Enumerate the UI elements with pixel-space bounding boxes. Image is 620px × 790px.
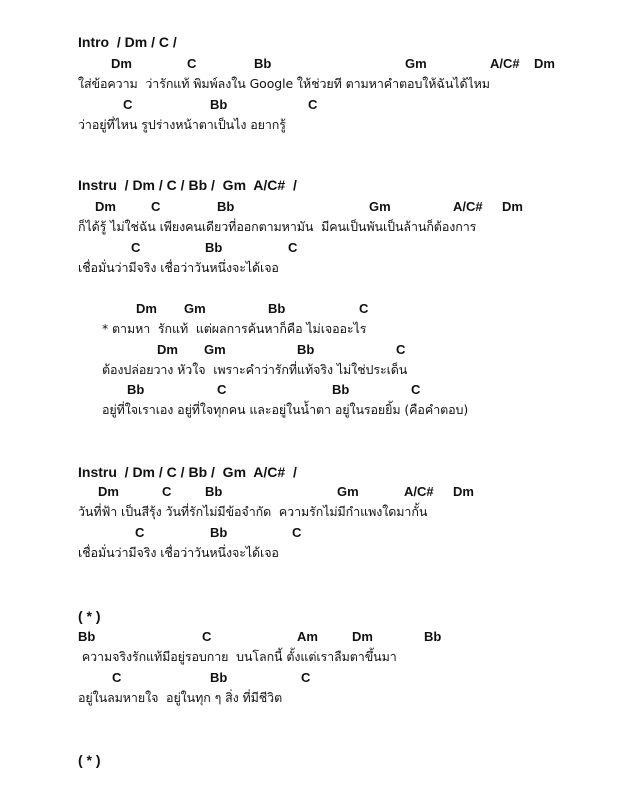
chord: C	[396, 342, 406, 357]
lyric-line: เชื่อมั่นว่ามีจริง เชื่อว่าวันหนึ่งจะได้เจอ	[78, 545, 279, 560]
chord: C	[411, 382, 421, 397]
chord: C	[112, 670, 122, 685]
verse1-lyric-row-2	[0, 115, 620, 135]
chord: C	[301, 670, 311, 685]
verse1-chord-row-1	[0, 54, 620, 74]
chord: Dm	[453, 484, 474, 499]
chord: Bb	[205, 484, 223, 499]
chord: Bb	[424, 629, 442, 644]
lyric-line: ก็ได้รู้ ไม่ใช่ฉัน เพียงคนเดียวที่ออกตามหามัน มีคนเป็นพันเป็นล้านก็ต้องการ	[78, 219, 477, 234]
chord: C	[308, 97, 318, 112]
chorus-lyric-row-3	[0, 400, 620, 420]
chord: Dm	[98, 484, 119, 499]
verse2-chord-row-2	[0, 238, 620, 258]
lyric-line: ต้องปล่อยวาง หัวใจ เพราะคำว่ารักที่แท้จริง ไม่ใช่ประเด็น	[102, 362, 408, 377]
lyric-line: ใส่ข้อความ ว่ารักแท้ พิมพ์ลงใน Google ให้ช่วยที ตามหาคำตอบให้ฉันได้ไหม	[78, 76, 490, 91]
verse2-lyric-row-1	[0, 217, 620, 237]
instrumental-label: Instru / Dm / C / Bb / Gm A/C# /	[78, 177, 297, 193]
chord: Dm	[352, 629, 373, 644]
chord: Gm	[204, 342, 226, 357]
chord: Dm	[534, 56, 555, 71]
chord: Bb	[78, 629, 96, 644]
intro-line	[0, 12, 620, 50]
repeat-chorus-marker: ( * )	[78, 608, 101, 624]
lyric-line: วันที่ฟ้า เป็นสีรุ้ง วันที่รักไม่มีข้อจำกัด ความรักไม่มีกำแพงใดมากั้น	[78, 504, 428, 519]
chord: Am	[297, 629, 318, 644]
bridge-chord-row-1	[0, 627, 620, 647]
chorus-chord-row-2	[0, 340, 620, 360]
chord: Gm	[337, 484, 359, 499]
chord: Bb	[210, 525, 228, 540]
verse3-lyric-row-2	[0, 543, 620, 563]
verse3-chord-row-1	[0, 482, 620, 502]
chord: C	[217, 382, 227, 397]
lyric-line: ความจริงรักแท้มีอยู่รอบกาย บนโลกนี้ ตั้งแต่เราลืมตาขึ้นมา	[78, 649, 397, 664]
chord: Bb	[297, 342, 315, 357]
lyric-line: * ตามหา รักแท้ แต่ผลการค้นหาก็คือ ไม่เจออะไร	[102, 321, 367, 336]
verse2-chord-row-1	[0, 197, 620, 217]
chord: Bb	[205, 240, 223, 255]
chord: Bb	[210, 670, 228, 685]
chorus-lyric-row-2	[0, 360, 620, 380]
bridge-lyric-row-1	[0, 647, 620, 667]
chord: C	[151, 199, 161, 214]
bridge-chord-row-2	[0, 668, 620, 688]
chord: Gm	[184, 301, 206, 316]
chord: Dm	[157, 342, 178, 357]
repeat-chorus-line	[0, 586, 620, 624]
chorus-lyric-row-1	[0, 319, 620, 339]
chord: A/C#	[490, 56, 520, 71]
chord: C	[292, 525, 302, 540]
chord: C	[123, 97, 133, 112]
chord: C	[202, 629, 212, 644]
verse1-lyric-row-1	[0, 74, 620, 94]
lyric-line: อยู่ที่ใจเราเอง อยู่ที่ใจทุกคน และอยู่ในน้ำตา อยู่ในรอยยิ้ม (คือคำตอบ)	[102, 402, 469, 417]
chord: Dm	[502, 199, 523, 214]
chord: Dm	[136, 301, 157, 316]
chord: Bb	[254, 56, 272, 71]
repeat-chorus-marker: ( * )	[78, 752, 101, 768]
chord: A/C#	[404, 484, 434, 499]
verse3-lyric-row-1	[0, 502, 620, 522]
chord: A/C#	[453, 199, 483, 214]
chord: Dm	[111, 56, 132, 71]
chord: C	[135, 525, 145, 540]
lyric-line: อยู่ในลมหายใจ อยู่ในทุก ๆ สิ่ง ที่มีชีวิต	[78, 690, 283, 705]
chord: Dm	[95, 199, 116, 214]
chord: Bb	[332, 382, 350, 397]
instru1-line	[0, 155, 620, 193]
lyric-line: เชื่อมั่นว่ามีจริง เชื่อว่าวันหนึ่งจะได้เจอ	[78, 260, 279, 275]
verse1-chord-row-2	[0, 95, 620, 115]
chord: C	[359, 301, 369, 316]
repeat-chorus-line	[0, 730, 620, 768]
chord: C	[131, 240, 141, 255]
chord: Bb	[127, 382, 145, 397]
chorus-chord-row-1	[0, 299, 620, 319]
chord: Bb	[210, 97, 228, 112]
chord: Bb	[268, 301, 286, 316]
chord: C	[187, 56, 197, 71]
bridge-lyric-row-2	[0, 688, 620, 708]
instru2-line	[0, 442, 620, 480]
chord: C	[162, 484, 172, 499]
verse2-lyric-row-2	[0, 258, 620, 278]
chorus-chord-row-3	[0, 380, 620, 400]
chord: Bb	[217, 199, 235, 214]
chord: Gm	[369, 199, 391, 214]
chord: C	[288, 240, 298, 255]
intro-label: Intro / Dm / C /	[78, 34, 177, 50]
lyric-line: ว่าอยู่ที่ไหน รูปร่างหน้าตาเป็นไง อยากรู้	[78, 117, 286, 132]
chord: Gm	[405, 56, 427, 71]
instrumental-label: Instru / Dm / C / Bb / Gm A/C# /	[78, 464, 297, 480]
verse3-chord-row-2	[0, 523, 620, 543]
